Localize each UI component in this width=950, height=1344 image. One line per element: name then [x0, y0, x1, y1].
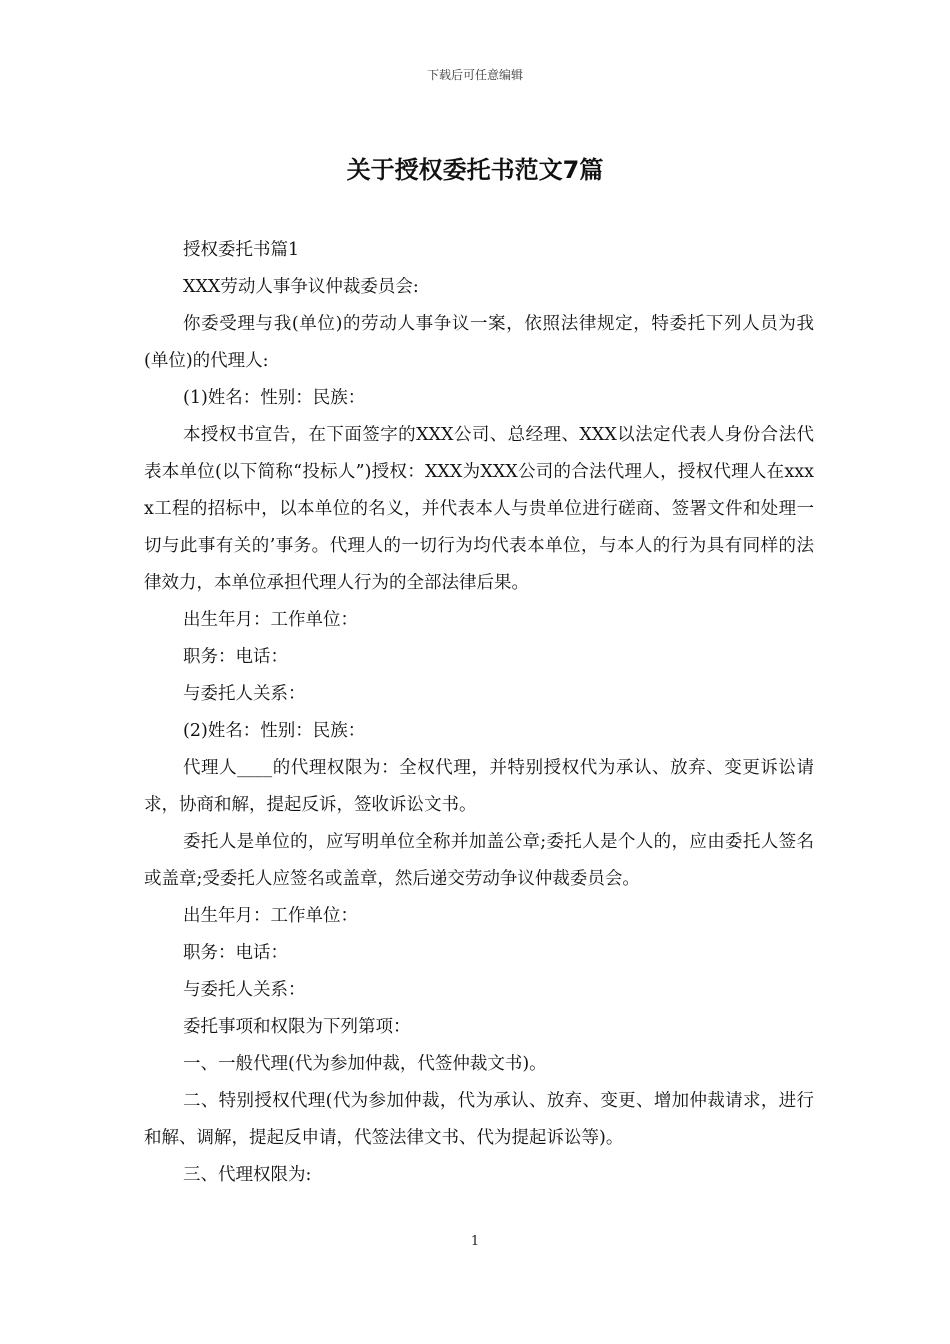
paragraph-birth-workplace-2: 出生年月：工作单位：: [183, 906, 358, 926]
paragraph-relationship-1: 与委托人关系：: [183, 684, 306, 704]
paragraph-authorization-statement: 本授权书宣告，在下面签字的XXX公司、总经理、XXX以法定代表人身份合法代表本单位(以下简称“投标人”)授权：XXX为XXX公司的合法代理人，授权代理人在xxxx工程的招标中，以本单位的名义，并代表本人与贵单位进行磋商、签署文件和处理一切与此事有关的’事务。代理人的一切行为均代表本单位，与本人的行为具有同样的法律效力，本单位承担代理人行为的全部法律后果。: [144, 425, 814, 593]
paragraph-intro: 你委受理与我(单位)的劳动人事争议一案，依照法律规定，特委托下列人员为我(单位)的代理人:: [144, 314, 814, 371]
header-note: 下载后可任意编辑: [426, 68, 523, 82]
paragraph-addressee: XXX劳动人事争议仲裁委员会:: [183, 277, 419, 297]
paragraph-agent-scope: 代理人____的代理权限为：全权代理，并特别授权代为承认、放弃、变更诉讼请求，协商和解，提起反诉，签收诉讼文书。: [144, 758, 814, 815]
paragraph-signing-note: 委托人是单位的，应写明单位全称并加盖公章;委托人是个人的，应由委托人签名或盖章;受委托人应签名或盖章，然后递交劳动争议仲裁委员会。: [144, 832, 814, 889]
document-body: [144, 232, 814, 1194]
paragraph-agent-1-info: (1)姓名：性别：民族：: [183, 388, 366, 408]
page-number: 1: [470, 1234, 480, 1249]
paragraph-agent-2-info: (2)姓名：性别：民族：: [183, 721, 366, 741]
paragraph-position-phone-1: 职务：电话：: [183, 647, 288, 667]
paragraph-birth-workplace-1: 出生年月：工作单位：: [183, 610, 358, 630]
paragraph-item-special-agency: 二、特别授权代理(代为参加仲裁，代为承认、放弃、变更、增加仲裁请求，进行和解、调解，提起反申请，代签法律文书、代为提起诉讼等)。: [144, 1091, 814, 1148]
document-title: 关于授权委托书范文7篇: [346, 156, 604, 184]
paragraph-relationship-2: 与委托人关系：: [183, 980, 306, 1000]
paragraph-matters-heading: 委托事项和权限为下列第项：: [183, 1017, 411, 1037]
paragraph-position-phone-2: 职务：电话：: [183, 943, 288, 963]
paragraph-item-agency-scope: 三、代理权限为:: [183, 1165, 312, 1185]
paragraph-item-general-agency: 一、一般代理(代为参加仲裁，代签仲裁文书)。: [183, 1054, 547, 1074]
paragraph-section-heading: 授权委托书篇1: [183, 240, 300, 260]
